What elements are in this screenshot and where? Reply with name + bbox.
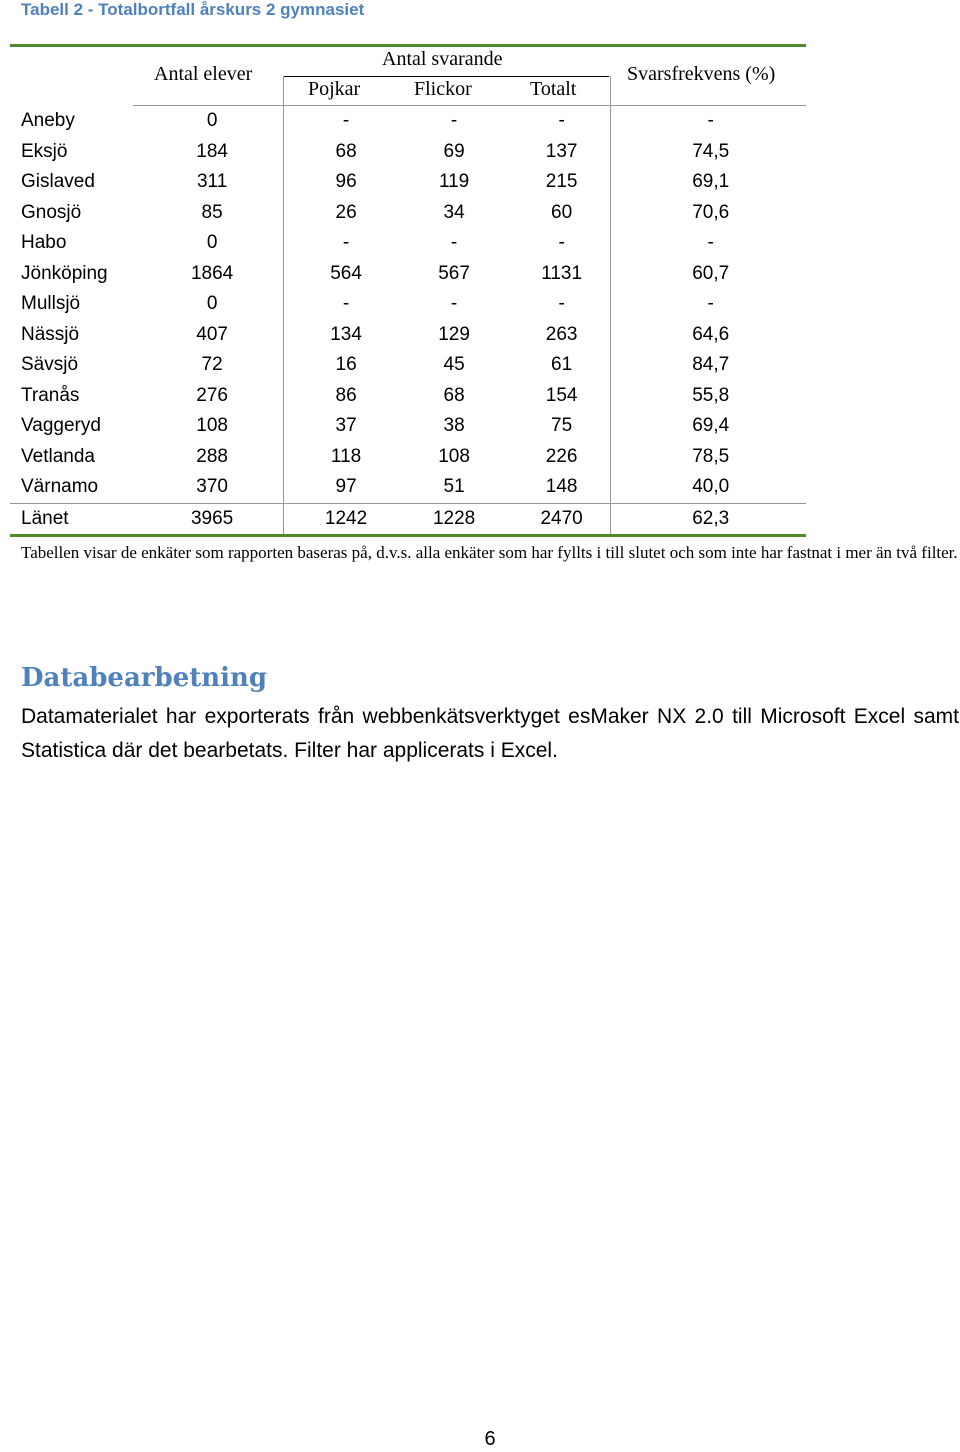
cell-pojkar: 37 <box>335 415 357 437</box>
table-row <box>10 350 806 381</box>
cell-elever: 85 <box>201 201 223 223</box>
cell-pojkar: 134 <box>330 323 362 345</box>
table-top-rule <box>10 44 806 47</box>
cell-elever: 311 <box>196 171 228 193</box>
cell-pojkar: 68 <box>335 140 357 162</box>
table-row <box>10 198 806 229</box>
cell-frekvens: - <box>707 110 714 132</box>
cell-name: Tranås <box>21 384 80 406</box>
cell-flickor: - <box>450 232 458 254</box>
cell-pojkar: 26 <box>335 201 357 223</box>
header-svarsfrekvens: Svarsfrekvens (%) <box>627 63 776 85</box>
table-row <box>10 411 806 442</box>
cell-frekvens: 69,4 <box>692 415 730 437</box>
cell-totalt: 263 <box>545 323 578 345</box>
cell-name: Habo <box>21 232 67 254</box>
cell-elever: 0 <box>206 293 218 315</box>
cell-totalt: 75 <box>551 415 573 437</box>
cell-totalt: - <box>558 232 565 254</box>
cell-frekvens: 62,3 <box>615 503 806 534</box>
cell-name: Gislaved <box>21 171 95 193</box>
cell-name: Sävsjö <box>21 354 79 376</box>
cell-elever: 276 <box>196 384 228 406</box>
cell-name: Vaggeryd <box>21 415 101 437</box>
cell-totalt: - <box>558 110 565 132</box>
cell-totalt: 2470 <box>508 503 616 534</box>
cell-frekvens: - <box>707 293 714 315</box>
cell-totalt: 137 <box>545 140 578 162</box>
cell-flickor: 69 <box>443 140 465 162</box>
table-row <box>10 442 806 473</box>
cell-pojkar: 118 <box>330 445 362 467</box>
header-antal-svarande: Antal svarande <box>382 48 503 70</box>
cell-name: Aneby <box>21 110 75 132</box>
cell-frekvens: 78,5 <box>692 445 730 467</box>
header-pojkar: Pojkar <box>308 78 361 100</box>
table-row <box>10 259 806 290</box>
table-row <box>10 137 806 168</box>
cell-name: Gnosjö <box>21 201 82 223</box>
cell-totalt: 60 <box>551 201 573 223</box>
cell-frekvens: - <box>707 232 714 254</box>
cell-name: Mullsjö <box>21 293 81 315</box>
section-paragraph: Datamaterialet har exporterats från webbenkätsverktyget esMaker NX 2.0 till Microsoft Excel samt Statistica där det bearbetats. Filter har applicerats i Excel. <box>21 705 959 762</box>
cell-totalt: 154 <box>545 384 578 406</box>
section-heading: Databearbetning <box>21 663 268 693</box>
header-totalt: Totalt <box>530 78 577 100</box>
header-flickor: Flickor <box>414 78 472 100</box>
table-bottom-rule <box>10 534 806 537</box>
cell-flickor: 1228 <box>400 503 508 534</box>
cell-frekvens: 74,5 <box>692 140 730 162</box>
cell-frekvens: 64,6 <box>692 323 730 345</box>
cell-elever: 72 <box>201 354 223 376</box>
cell-flickor: 567 <box>438 262 470 284</box>
cell-pojkar: 16 <box>335 354 357 376</box>
cell-flickor: 119 <box>438 171 470 193</box>
table-row <box>10 228 806 259</box>
table-row <box>10 106 806 137</box>
cell-totalt: - <box>558 293 565 315</box>
cell-pojkar: - <box>342 110 350 132</box>
table-row <box>10 167 806 198</box>
cell-totalt: 215 <box>545 171 578 193</box>
table-total-row <box>10 503 806 534</box>
cell-pojkar: 564 <box>330 262 362 284</box>
cell-flickor: - <box>450 110 458 132</box>
cell-totalt: 1131 <box>541 262 583 284</box>
cell-flickor: 129 <box>438 323 470 345</box>
cell-flickor: 38 <box>443 415 465 437</box>
cell-pojkar: 96 <box>335 171 357 193</box>
cell-flickor: - <box>450 293 458 315</box>
cell-elever: 407 <box>196 323 228 345</box>
cell-name: Eksjö <box>21 140 68 162</box>
cell-name: Värnamo <box>21 476 99 498</box>
cell-frekvens: 55,8 <box>692 384 730 406</box>
cell-elever: 288 <box>196 445 228 467</box>
table-note: Tabellen visar de enkäter som rapporten baseras på, d.v.s. alla enkäter som har fyllts i till slutet och som inte har fastnat i mer än två filter. <box>21 543 958 562</box>
cell-totalt: 61 <box>551 354 573 376</box>
cell-name: Jönköping <box>21 262 108 284</box>
cell-name: Nässjö <box>21 323 80 345</box>
cell-elever: 108 <box>196 415 228 437</box>
cell-name: Länet <box>10 503 132 534</box>
data-table <box>10 106 806 534</box>
cell-frekvens: 69,1 <box>692 171 730 193</box>
header-group-line <box>284 76 609 77</box>
cell-pojkar: - <box>342 293 350 315</box>
cell-flickor: 68 <box>443 384 465 406</box>
cell-pojkar: 97 <box>335 476 357 498</box>
cell-elever: 370 <box>196 476 228 498</box>
cell-elever: 184 <box>196 140 228 162</box>
cell-pojkar: 1242 <box>292 503 401 534</box>
cell-frekvens: 60,7 <box>692 262 730 284</box>
cell-elever: 3965 <box>132 503 291 534</box>
cell-pojkar: 86 <box>335 384 357 406</box>
table-caption: Tabell 2 - Totalbortfall årskurs 2 gymnasiet <box>21 0 365 19</box>
cell-elever: 0 <box>206 110 218 132</box>
cell-flickor: 51 <box>443 476 465 498</box>
table-row <box>10 289 806 320</box>
table-row <box>10 472 806 503</box>
cell-frekvens: 84,7 <box>692 354 730 376</box>
cell-totalt: 226 <box>545 445 578 467</box>
cell-flickor: 108 <box>438 445 470 467</box>
cell-totalt: 148 <box>545 476 578 498</box>
cell-elever: 0 <box>206 232 218 254</box>
cell-elever: 1864 <box>190 262 234 284</box>
cell-pojkar: - <box>342 232 350 254</box>
page-number: 6 <box>484 1428 496 1450</box>
cell-frekvens: 40,0 <box>692 476 730 498</box>
table-row <box>10 320 806 351</box>
cell-flickor: 45 <box>443 354 465 376</box>
table-row <box>10 381 806 412</box>
cell-name: Vetlanda <box>21 445 95 467</box>
cell-frekvens: 70,6 <box>692 201 730 223</box>
cell-flickor: 34 <box>443 201 465 223</box>
header-antal-elever: Antal elever <box>154 63 253 85</box>
